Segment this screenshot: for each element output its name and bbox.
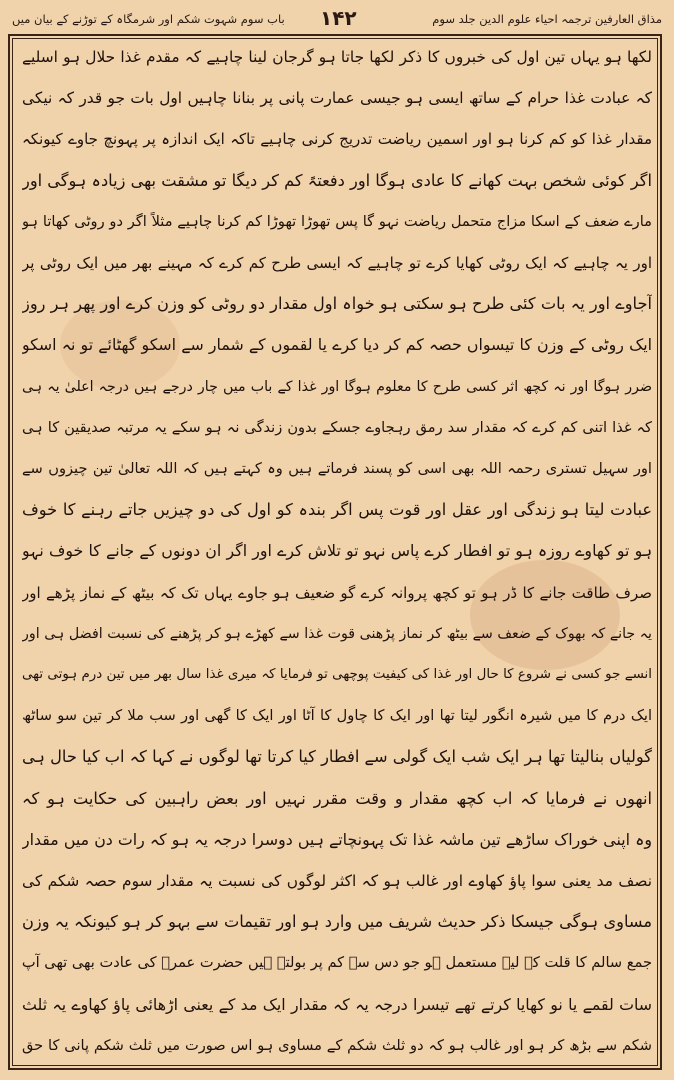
text-line: کہ غذا اتنی کم کرے کہ مقدار سد رمق رہجاوے جسکے بدون زندگی نہ ہو سکے یہ مرتبہ صدیقین کا ہی (22, 418, 652, 436)
text-line: اور سہیل تستری رحمہ اللہ بھی اسی کو پسند فرماتے ہیں وہ کہتے ہیں کہ اللہ تعالیٰ تین چیزوں سے (22, 460, 652, 478)
text-line: اگر کوئی شخص بہت کھانے کا عادی ہوگا اور دفعتہً کم کر دیگا تو مشقت بھی زیادہ ہوگی اور (22, 170, 652, 190)
text-line: لکھا ہو یہاں تین اول کی خبروں کا ذکر لکھا جاتا ہو گرجان لینا چاہیے کہ مقدم غذا حلال ہو اسلیے (22, 48, 652, 66)
text-line: مقدار غذا کو کم کرنا ہو اور اسمین ریاضت تدریج کرنی چاہیے تاکہ ایک اندازہ پر پہونچ جاوے کیونکہ (22, 130, 652, 149)
text-line: یہ جانے کہ بھوک کے ضعف سے بیٹھ کر نماز پڑھنی قوت غذا سے کھڑے ہو کر پڑھنے کی نسبت افضل ہی اور (22, 625, 652, 642)
text-line: گولیاں بنالیتا تھا ہر ایک شب ایک گولی سے افطار کیا کرتا تھا لوگوں نے کہا کہ اب کیا حال ہی (22, 747, 652, 767)
text-line: کہ عبادت غذا حرام کے ساتھ ایسی ہو جیسی عمارت پانی پر بنانا چاہیں اول بات جو قدر کہ نیکی (22, 89, 652, 108)
page-number: ۱۴۲ (320, 6, 357, 30)
text-line: اور یہ چاہیے کہ ایک روٹی کھایا کرے تو چاہیے کہ ایسی طرح کم کرے کہ مہینے بھر میں ایک روٹی پر (22, 254, 652, 273)
text-line: نصف مد یعنی سوا پاؤ کھاوے اور غالب ہو کہ اکثر لوگوں کی نسبت یہ مقدار سوم حصہ شکم کی (22, 872, 652, 891)
text-line: مارے ضعف کے اسکا مزاج متحمل ریاضت نہو گا پس تھوڑا تھوڑا کم کرنا چاہیے مثلاً اگر دو روٹی کھاتا ہو (22, 212, 652, 230)
body-text (22, 44, 652, 1060)
text-line: صرف طاقت جانے کا ڈر ہو تو کچھ پروانہ کرے گو ضعیف ہو جاوے یہاں تک کہ بیٹھ کے نماز پڑھے اور (22, 583, 652, 602)
text-line: انھوں نے فرمایا کہ اب کچھ مقدار و وقت مقرر نہیں اور بعض راہبین کی حکایت ہو کہ (22, 788, 652, 808)
text-line: انسے جو کسی نے شروع کا حال اور غذا کی کیفیت پوچھی تو فرمایا کہ میری غذا سال بھر میں تین درم ہوتی تھی (22, 667, 652, 683)
text-line: سات لقمے یا نو کھایا کرتے تھے تیسرا درجہ یہ کہ مقدار ایک مد کے یعنی اڑھائی پاؤ کھاوے یہ ثلث (22, 994, 652, 1014)
running-title-book: مذاق العارفین ترجمہ احیاء علوم الدین جلد سوم (432, 12, 662, 26)
text-line: آجاوے اور یہ بات کئی طرح ہو سکتی ہو خواہ اول مقدار دو روٹی کو وزن کرے اور پھر ہر روز (22, 294, 652, 314)
text-line: ہو تو کھاوے روزہ ہو تو افطار کرے پاس نہو تو تلاش کرے اور اگر ان دونوں کے جانے کا خوف نہو (22, 541, 652, 561)
text-line: عبادت لیتا ہو زندگی اور عقل اور قوت پس اگر بندہ کو اول کی دو چیزیں جاتے رہنے کا خوف (22, 500, 652, 520)
text-line: ایک روٹی کے وزن کا تیسواں حصہ کم کر دیا کرے یا لقموں کے شمار سے اسکو گھٹائے تو نہ اسکو (22, 335, 652, 355)
running-title-chapter: باب سوم شہوت شکم اور شرمگاہ کے توڑنے کے بیان میں (12, 12, 285, 26)
text-line: شکم سے بڑھ کر ہو اور غالب ہو کہ دو ثلث شکم کے مساوی ہو اس صورت میں ثلث شکم پانی کا حق (22, 1036, 652, 1054)
text-line: مساوی ہوگی جیسکا ذکر حدیث شریف میں وارد ہو اور تقیمات سے بہو کر ہو کیونکہ یہ وزن (22, 912, 652, 932)
text-line: ایک درم کا میں شیرہ انگور لیتا تھا اور ایک کا چاول کا آٹا اور ایک کا گھی اور سب ملا کر تین سو ساٹھ (22, 707, 652, 725)
text-line: ضرر ہوگا اور نہ کچھ اثر کسی طرح کا معلوم ہوگا اور غذا کے باب میں چار درجے ہیں درجہ اعلیٰ یہ ہی (22, 378, 652, 395)
text-line: وہ اپنی خوراک ساڑھے تین ماشہ غذا تک پہونچاتے ہیں دوسرا درجہ یہ ہو کہ رات دن میں مقدار (22, 829, 652, 849)
page-header (8, 6, 666, 34)
text-line: جمع سالم کا قلت کے لیے مستعمل ہو جو دس سے کم پر بولتے ہیں حضرت عمرؓ کی عادت بھی تھی آپ (22, 954, 652, 972)
